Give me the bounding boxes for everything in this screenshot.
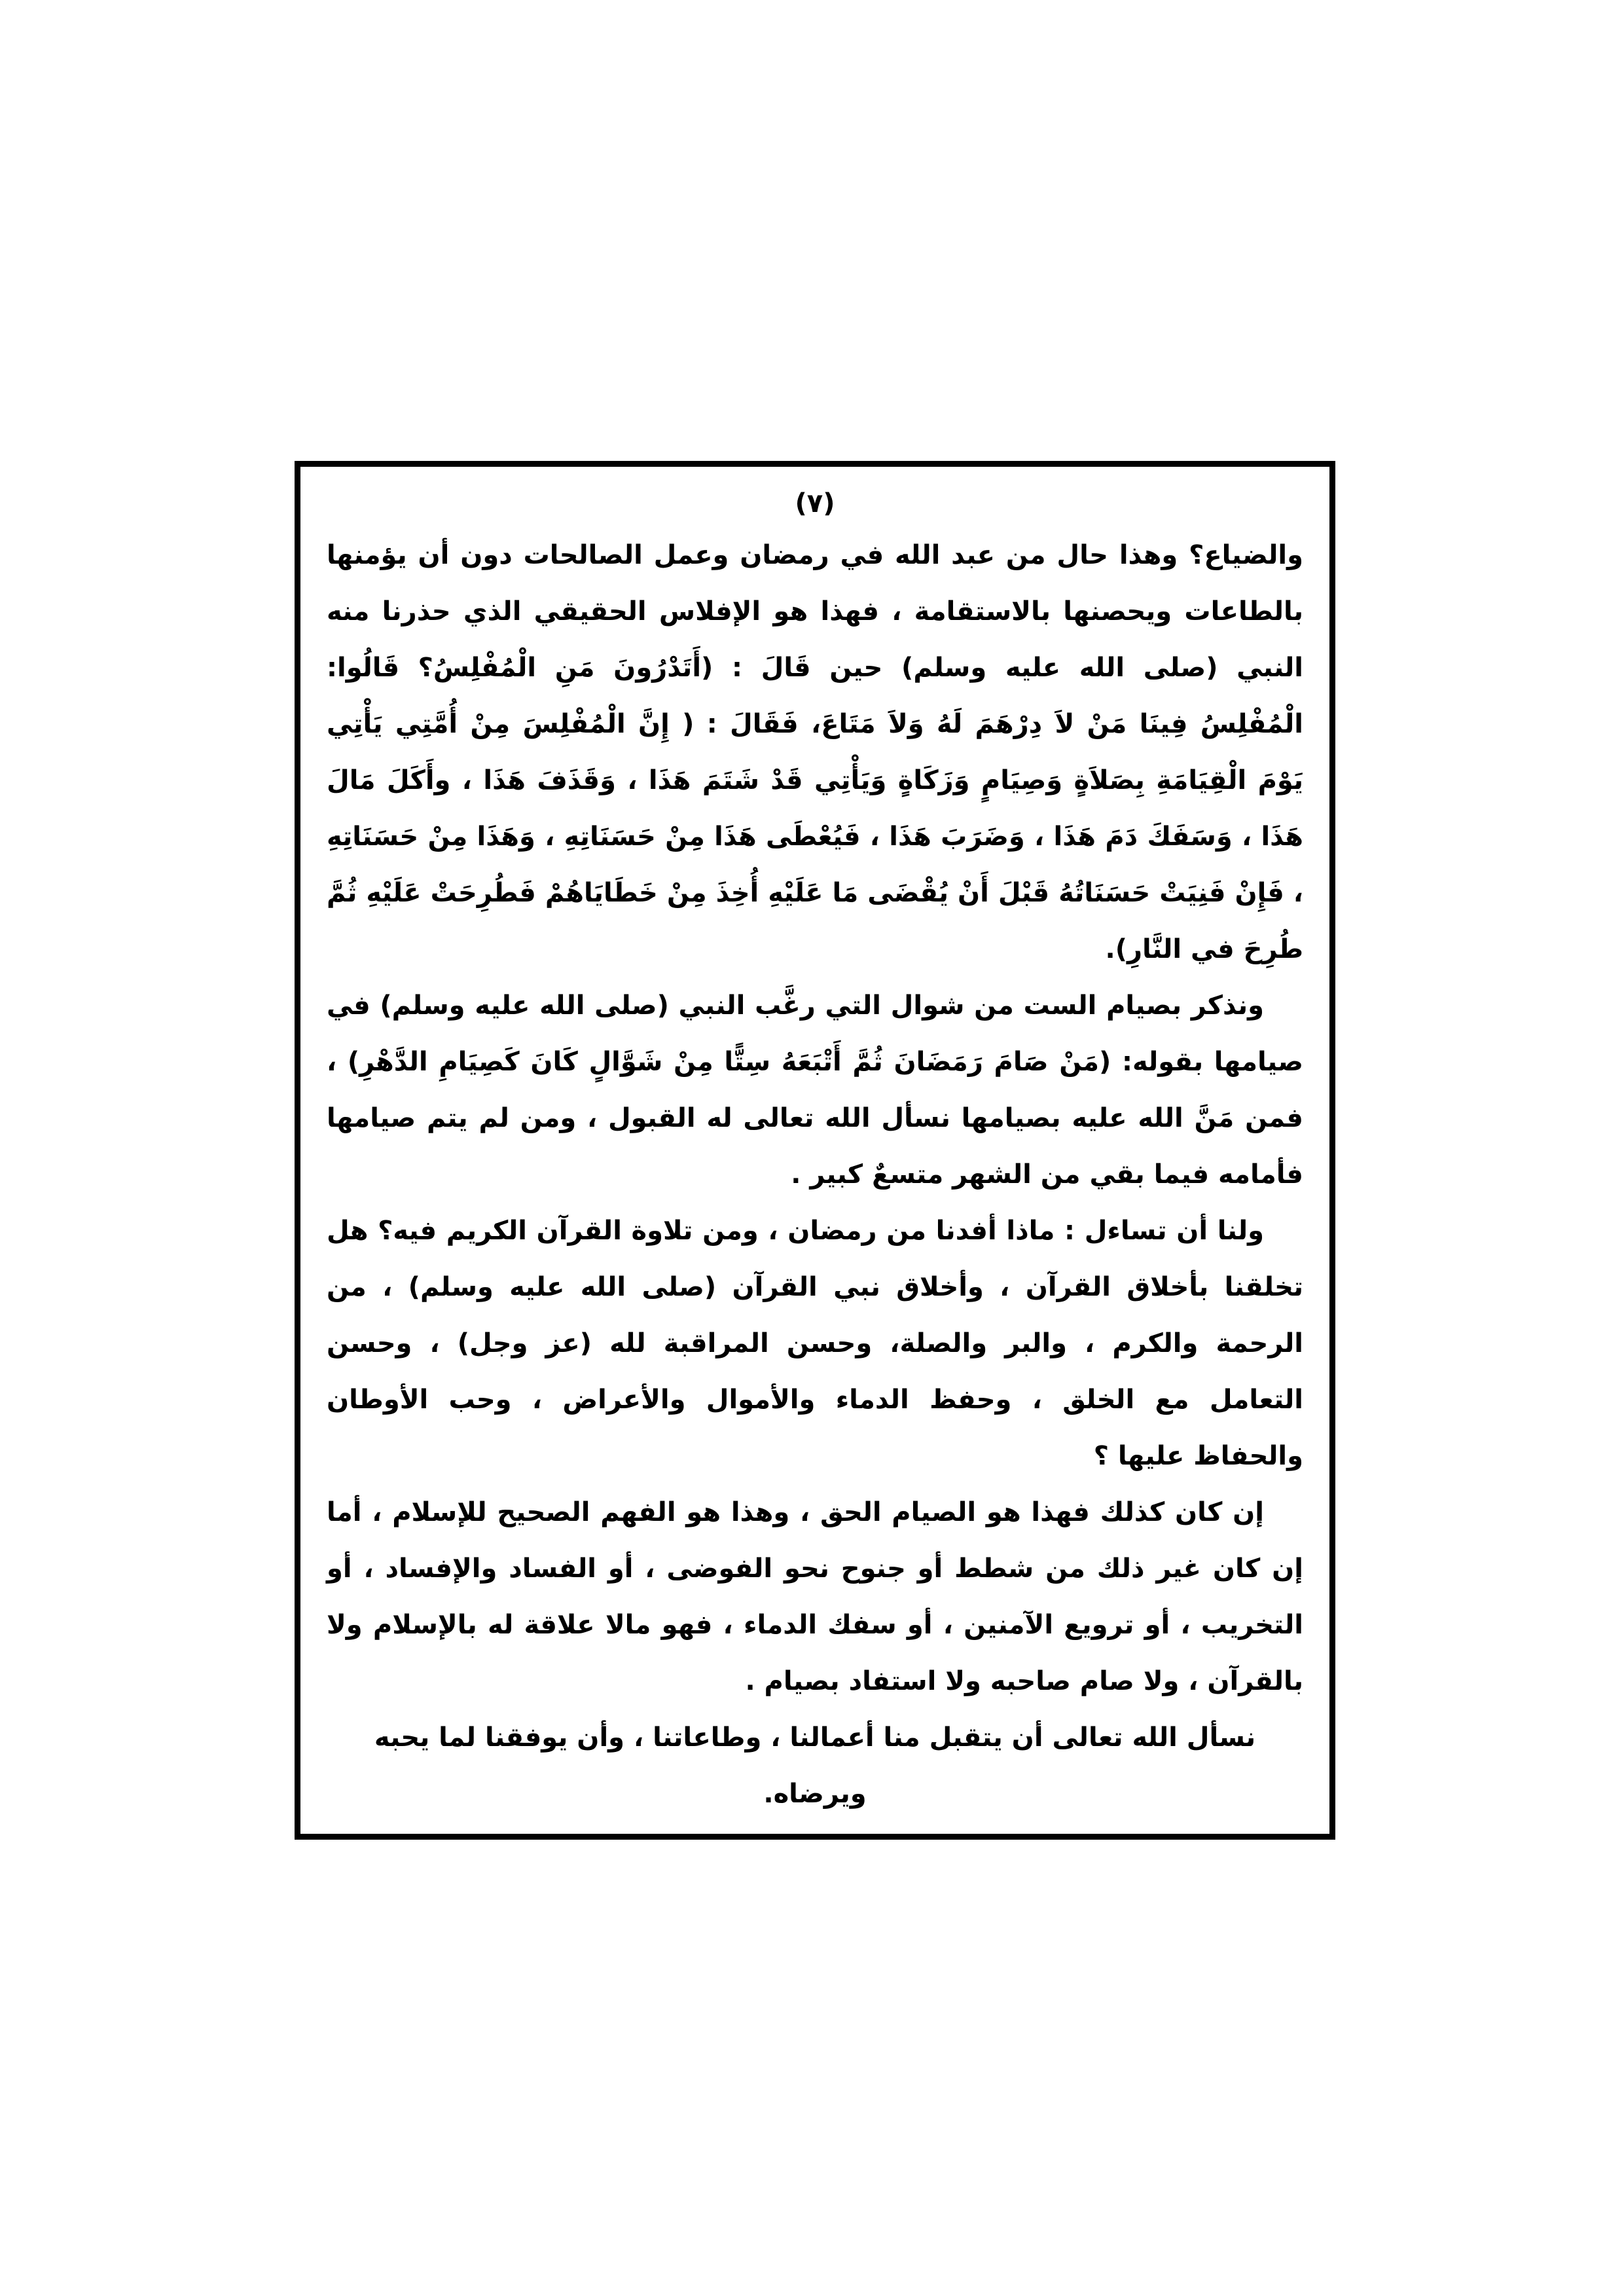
page-number: (٧)	[795, 488, 835, 519]
paragraph-1: والضياع؟ وهذا حال من عبد الله في رمضان وعمل الصالحات دون أن يؤمنها بالطاعات ويحصنها بالاستقامة ، فهذا هو الإفلاس الحقيقي الذي حذرنا منه النبي (صلى الله عليه وسلم) حين قَالَ : (أَتَدْرُونَ مَنِ الْمُفْلِسُ؟ قَالُوا: الْمُفْلِسُ فِينَا مَنْ لاَ دِرْهَمَ لَهُ وَلاَ مَتَاعَ، فَقَالَ : ( إِنَّ الْمُفْلِسَ مِنْ أُمَّتِي يَأْتِي يَوْمَ الْقِيَامَةِ بِصَلاَةٍ وَصِيَامٍ وَزَكَاةٍ وَيَأْتِي قَدْ شَتَمَ هَذَا ، وَقَذَفَ هَذَا ، وأَكَلَ مَالَ هَذَا ، وَسَفَكَ دَمَ هَذَا ، وَضَرَبَ هَذَا ، فَيُعْطَى هَذَا مِنْ حَسَنَاتِهِ ، وَهَذَا مِنْ حَسَنَاتِهِ ، فَإِنْ فَنِيَتْ حَسَنَاتُهُ قَبْلَ أَنْ يُقْضَى مَا عَلَيْهِ أُخِذَ مِنْ خَطَايَاهُمْ فَطُرِحَتْ عَلَيْهِ ثُمَّ طُرِحَ في النَّارِ).	[327, 540, 1303, 964]
closing-paragraph: نسأل الله تعالى أن يتقبل منا أعمالنا ، وطاعاتنا ، وأن يوفقنا لما يحبه ويرضاه.	[374, 1722, 1256, 1809]
paragraph-3: ولنا أن تساءل : ماذا أفدنا من رمضان ، ومن تلاوة القرآن الكريم فيه؟ هل تخلقنا بأخلاق القرآن ، وأخلاق نبي القرآن (صلى الله عليه وسلم) ، من الرحمة والكرم ، والبر والصلة، وحسن المراقبة لله (عز وجل) ، وحسن التعامل مع الخلق ، وحفظ الدماء والأموال والأعراض ، وحب الأوطان والحفاظ عليها ؟	[327, 1216, 1303, 1471]
paragraph-4: إن كان كذلك فهذا هو الصيام الحق ، وهذا هو الفهم الصحيح للإسلام ، أما إن كان غير ذلك من شطط أو جنوح نحو الفوضى ، أو الفساد والإفساد ، أو التخريب ، أو ترويع الآمنين ، أو سفك الدماء ، فهو مالا علاقة له بالإسلام ولا بالقرآن ، ولا صام صاحبه ولا استفاد بصيام .	[327, 1497, 1303, 1696]
page-border-frame	[295, 461, 1335, 1840]
paragraph-2: ونذكر بصيام الست من شوال التي رغَّب النبي (صلى الله عليه وسلم) في صيامها بقوله: (مَنْ صَامَ رَمَضَانَ ثُمَّ أَتْبَعَهُ سِتًّا مِنْ شَوَّالٍ كَانَ كَصِيَامِ الدَّهْرِ) ، فمن مَنَّ الله عليه بصيامها نسأل الله تعالى له القبول ، ومن لم يتم صيامها فأمامه فيما بقي من الشهر متسعٌ كبير .	[327, 991, 1303, 1190]
